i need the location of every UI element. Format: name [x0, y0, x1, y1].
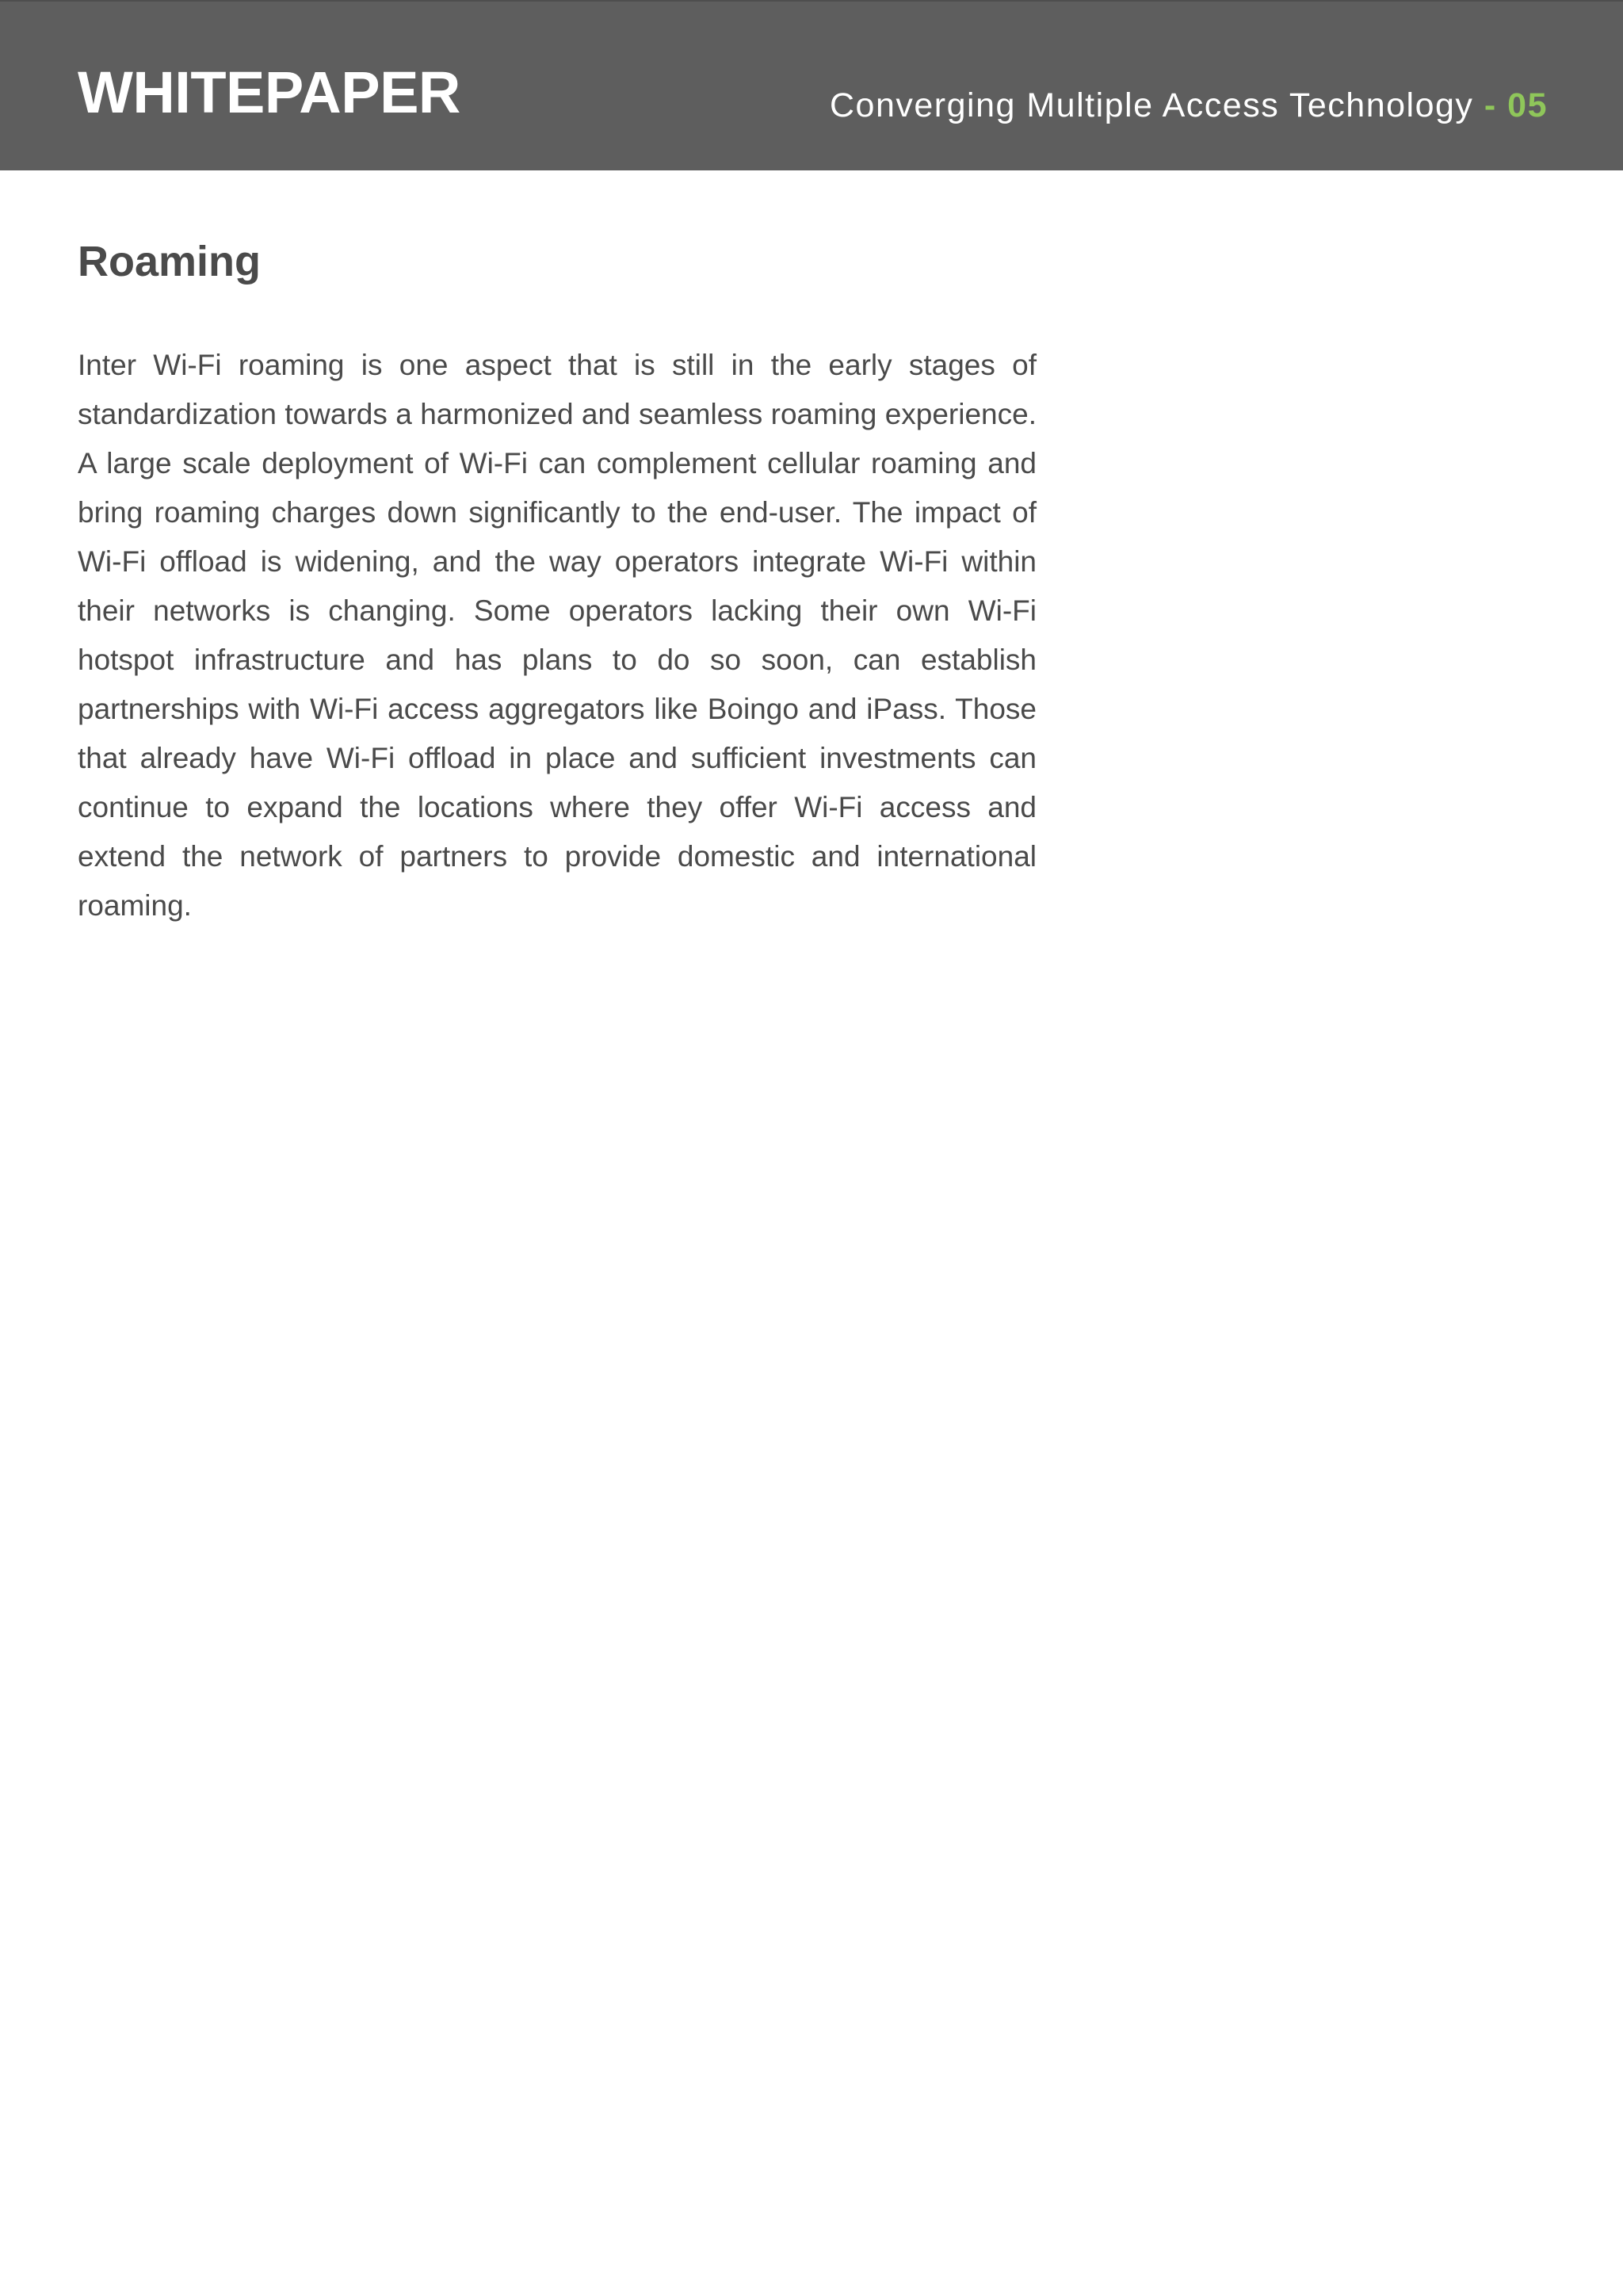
header-subtitle-group: [830, 86, 1548, 124]
header-bar: [0, 0, 1623, 170]
document-subtitle: Converging Multiple Access Technology: [830, 86, 1474, 124]
body-paragraph: Inter Wi-Fi roaming is one aspect that is still in the early stages of standardization towards a harmonized and seamless roaming experience. A large scale deployment of Wi-Fi can complement cellular roaming and bring roaming charges down significantly to the end-user. The impact of Wi-Fi offload is widening, and the way operators integrate Wi-Fi within their networks is changing. Some operators lacking their own Wi-Fi hotspot infrastructure and has plans to do so soon, can establish partnerships with Wi-Fi access aggregators like Boingo and iPass. Those that already have Wi-Fi offload in place and sufficient investments can continue to expand the locations where they offer Wi-Fi access and extend the network of partners to provide domestic and international roaming.: [78, 349, 1037, 922]
subtitle-separator: -: [1484, 86, 1497, 124]
document-type-title: WHITEPAPER: [78, 59, 460, 125]
section-heading: Roaming: [78, 238, 262, 285]
page-number: 05: [1507, 86, 1548, 124]
